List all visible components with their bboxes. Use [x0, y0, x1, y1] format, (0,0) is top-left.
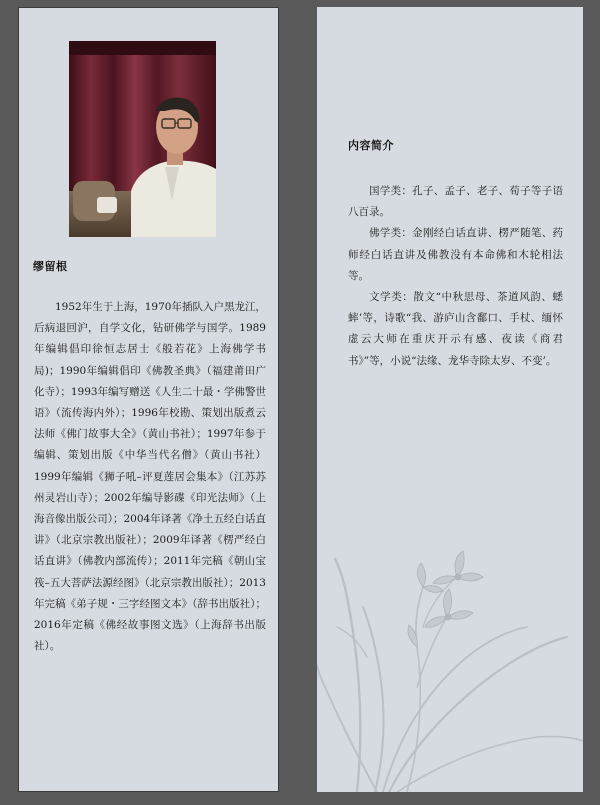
- intro-paragraph-wenxue: 文学类：散文“中秋思母、茶道风韵、蟋蟀’等，诗歌“我、游庐山含鄱口、手杖、缅怀虚云大师在重庆开示有感、夜读《商君书》”等，小说“法缘、龙华寺除太岁、不变’。: [348, 291, 563, 367]
- intro-body: [348, 181, 563, 372]
- orchid-illustration: [317, 537, 583, 792]
- author-bio: 1952年生于上海，1970年插队入户黑龙江，后病退回沪，自学文化，钻研佛学与国学。1989年编辑倡印徐恒志居士《般若花》上海佛学书局)；1990年编辑倡印《佛教圣典》（福建莆田广化寺）；1993年编写赠送《人生二十最・学佛警世语》（流传海内外）；1996年校勘、策划出版煮云法师《佛门故事大全》（黄山书社）；1997年参于编辑、策划出版《中华当代名僧》（黄山书社）1999年编辑《狮子吼–评夏莲居会集本》（江苏苏州灵岩山寺）；2002年编导影碟《印光法师》（上海音像出版公司）；2004年译著《净土五经白话直讲》（北京宗教出版社）；2009年译著《楞严经白话直讲》（佛教内部流传）；2011年完稿《朝山宝筏–五大菩萨法源经图》（北京宗教出版社）；2013年完稿《弟子规・三字经图文本》（辞书出版社）；2016年定稿《佛经故事图文选》（上海辞书出版社）。: [34, 301, 266, 653]
- intro-heading: 内容简介: [348, 139, 394, 152]
- intro-paragraph-foxue: 佛学类：金刚经白话直讲、楞严随笔、药师经白话直讲及佛教没有本命佛和木轮相法等。: [348, 227, 563, 282]
- author-photo: [69, 41, 216, 237]
- intro-paragraph-guoxue: 国学类：孔子、孟子、老子、荀子等子语八百录。: [348, 185, 563, 219]
- author-name: 缪留根: [33, 260, 68, 273]
- content-intro-page: [317, 7, 583, 792]
- author-photo-image: [69, 41, 216, 237]
- author-page: [18, 7, 279, 792]
